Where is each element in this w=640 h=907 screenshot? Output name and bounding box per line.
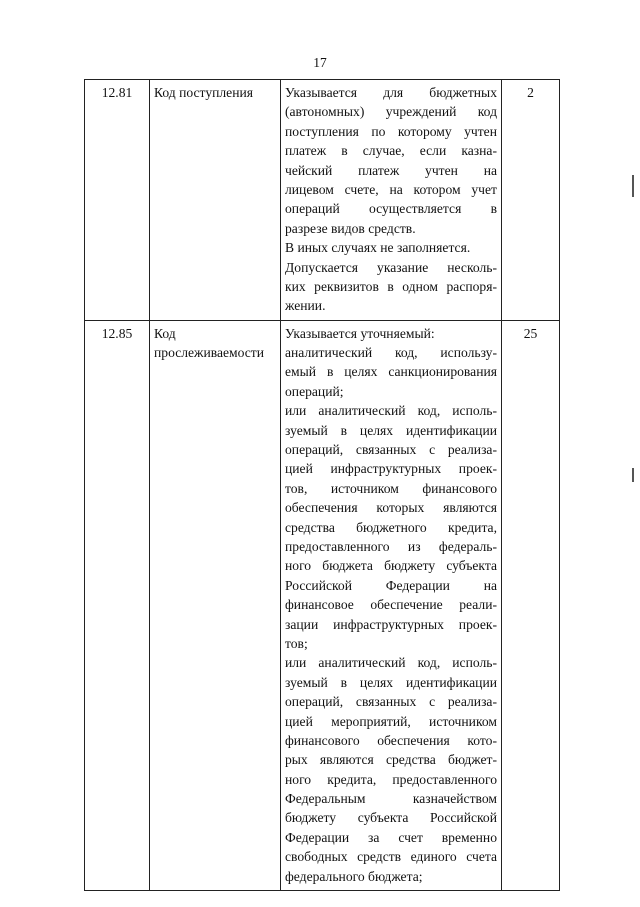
description-line: финансовое обеспечение реали- (285, 597, 497, 613)
description-line: зуемый в целях идентификации (285, 674, 497, 690)
description-line: поступления по которому учтен (285, 123, 497, 139)
description-line: операций, связанных с реализа- (285, 442, 497, 458)
description-line: ного кредита, предоставленного (285, 771, 497, 787)
description-line: операций; (285, 383, 344, 399)
description-line: Допускается указание несколь- (285, 259, 497, 275)
requisite-description (281, 320, 502, 890)
requisites-table (84, 79, 560, 891)
description-line: емый в целях санкционирования (285, 364, 497, 380)
description-line: чейский платеж учтен на (285, 162, 497, 178)
requisite-position: 2 (502, 80, 560, 321)
description-line: бюджету субъекта Российской (285, 810, 497, 826)
table-row (85, 80, 560, 321)
requisite-position: 25 (502, 320, 560, 890)
description-line: тов; (285, 635, 308, 651)
requisite-name (150, 320, 281, 890)
description-line: лицевом счете, на котором учет (285, 181, 497, 197)
description-line: операций, связанных с реализа- (285, 694, 497, 710)
description-line: финансового обеспечения кото- (285, 732, 497, 748)
description-line: аналитический код, использу- (285, 345, 497, 361)
description-line: Указывается уточняемый: (285, 325, 435, 341)
description-line: ких реквизитов в одном распоря- (285, 278, 497, 294)
row-number: 12.85 (85, 320, 150, 890)
description-line: зации инфраструктурных проек- (285, 616, 497, 632)
description-line: Российской Федерации на (285, 577, 497, 593)
description-line: рых являются средства бюджет- (285, 752, 497, 768)
scan-edge-mark (632, 468, 634, 482)
requisite-name (150, 80, 281, 321)
description-line: или аналитический код, исполь- (285, 403, 497, 419)
description-line: Указывается для бюджетных (285, 85, 497, 100)
description-line: цией инфраструктурных проек- (285, 461, 497, 477)
requisite-description (281, 80, 502, 321)
description-line: тов, источником финансового (285, 480, 497, 496)
scan-edge-mark (632, 175, 634, 197)
description-line: цией мероприятий, источником (285, 713, 497, 729)
description-line: федерального бюджета; (285, 868, 423, 884)
requisite-name-line: Код (154, 325, 176, 341)
description-line: средства бюджетного кредита, (285, 519, 497, 535)
requisite-name-line: Код поступления (154, 85, 254, 100)
description-line: операций осуществляется в (285, 201, 497, 217)
description-line: свободных средств единого счета (285, 849, 497, 865)
description-line: зуемый в целях идентификации (285, 422, 497, 438)
table-body (85, 80, 560, 891)
description-line: предоставленного из федераль- (285, 538, 497, 554)
description-line: или аналитический код, исполь- (285, 655, 497, 671)
description-line: В иных случаях не заполняется. (285, 240, 471, 256)
description-line: Федеральным казначейством (285, 791, 497, 807)
description-line: ного бюджета бюджету субъекта (285, 558, 497, 574)
page-number: 17 (313, 55, 327, 70)
description-line: разрезе видов средств. (285, 220, 416, 236)
description-line: платеж в случае, если казна- (285, 143, 497, 159)
description-line: Федерации за счет временно (285, 829, 497, 845)
row-number: 12.81 (85, 80, 150, 321)
description-line: обеспечения которых являются (285, 500, 497, 516)
table-row (85, 320, 560, 890)
description-line: (автономных) учреждений код (285, 104, 497, 120)
description-line: жении. (285, 298, 326, 314)
requisite-name-line: прослеживаемости (154, 345, 265, 361)
